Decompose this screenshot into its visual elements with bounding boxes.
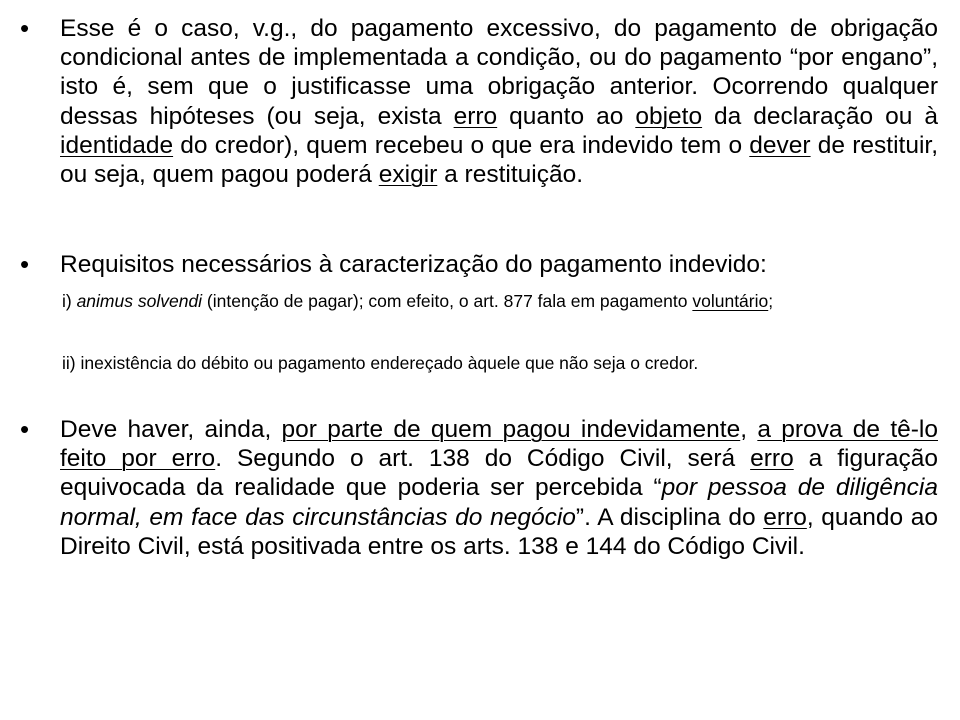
underlined-term: exigir: [378, 161, 438, 189]
italic-quote: por pessoa de diligência normal, em face das circunstâncias do negócio: [60, 474, 938, 531]
sub-item-2: ii) inexistência do débito ou pagamento endereçado àquele que não seja o credor.: [62, 353, 699, 373]
paragraph-2-heading: Requisitos necessários à caracterização do pagamento indevido:: [60, 251, 767, 278]
bullet-icon: •: [20, 13, 30, 43]
bullet-paragraph-3: [20, 415, 938, 561]
paragraph-3-text: Deve haver, ainda, por parte de quem pagou indevidamente, a prova de tê-lo feito por erro. Segundo o art. 138 do Código Civil, será erro a figuração equivocada da realidade que poderia ser percebida “por pessoa de diligência normal, em face das circunstâncias do negócio”. A disciplina do erro, quando ao Direito Civil, está positivada entre os arts. 138 e 144 do Código Civil.: [60, 416, 939, 560]
underlined-term: erro: [763, 503, 807, 531]
underlined-term: objeto: [635, 102, 703, 130]
paragraph-1-text: Esse é o caso, v.g., do pagamento excessivo, do pagamento de obrigação condicional antes de implementada a condição, ou do pagamento “por engano”, isto é, sem que o justificasse uma obrigação anterior. Ocorrendo qualquer dessas hipóteses (ou seja, exista erro quanto ao objeto da declaração ou à identidade do credor), quem recebeu o que era indevido tem o dever de restituir, ou seja, quem pagou poderá exigir a restituição.: [60, 15, 938, 189]
bullet-icon: •: [20, 249, 30, 279]
underlined-term: voluntário: [692, 291, 769, 311]
underlined-term: identidade: [60, 131, 174, 159]
underlined-term: erro: [453, 102, 498, 130]
bullet-paragraph-1: [20, 14, 938, 189]
underlined-term: por parte de quem pagou indevidamente: [281, 416, 741, 443]
bullet-paragraph-2: [20, 250, 938, 279]
underlined-term: erro: [750, 445, 794, 473]
sub-item-1: i) animus solvendi (intenção de pagar); com efeito, o art. 877 fala em pagamento voluntário;: [62, 291, 774, 311]
bullet-icon: •: [20, 414, 30, 444]
underlined-term: a prova de tê-lo feito por erro: [60, 416, 938, 473]
underlined-term: dever: [749, 131, 811, 159]
italic-term: animus solvendi: [76, 291, 203, 311]
